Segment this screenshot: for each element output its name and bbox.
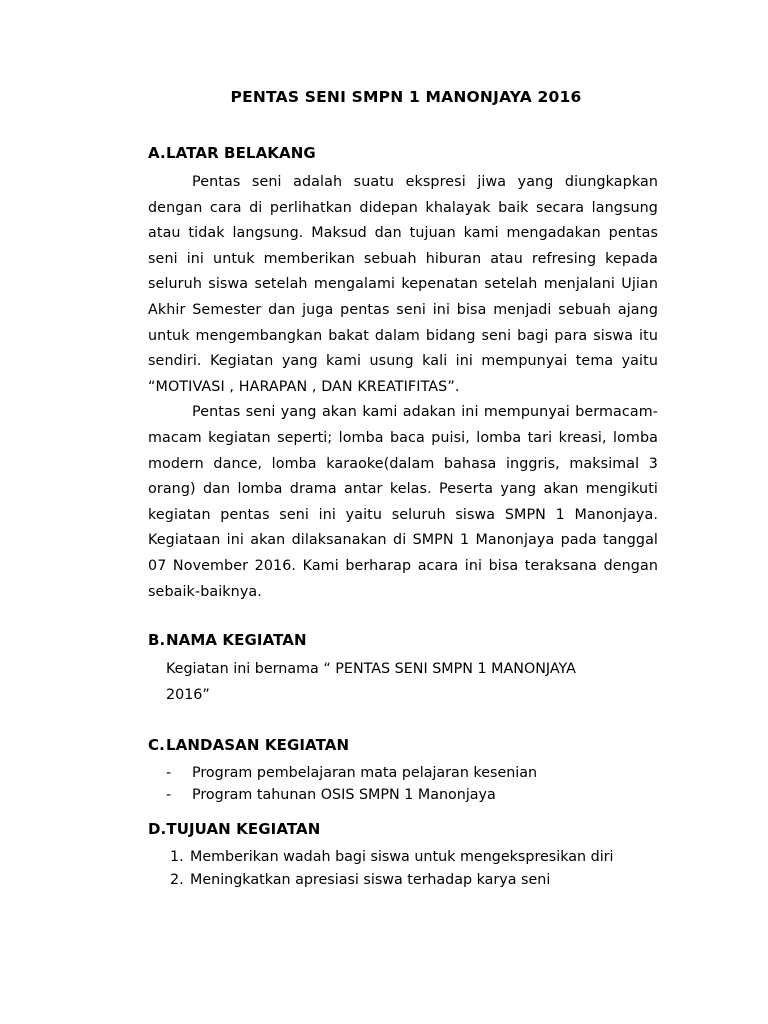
section-heading-a xyxy=(148,144,658,162)
list-item xyxy=(166,784,658,806)
list-marker: - xyxy=(166,765,172,782)
section-title-b: NAMA KEGIATAN xyxy=(166,631,307,650)
list-item xyxy=(170,846,658,869)
list-item-text: Program pembelajaran mata pelajaran kesenian xyxy=(192,765,538,782)
section-letter-d: D. xyxy=(148,820,167,839)
section-nama-kegiatan xyxy=(148,631,658,708)
landasan-list xyxy=(166,762,658,806)
section-letter-c: C. xyxy=(148,736,165,755)
paragraph-a2: Pentas seni yang akan kami adakan ini mempunyai bermacam-macam kegiatan seperti; lomba baca puisi, lomba tari kreasi, lomba modern dance, lomba karaoke(dalam bahasa inggris, maksimal 3 orang) dan lomba drama antar kelas. Peserta yang akan mengikuti kegiatan pentas seni ini yaitu seluruh siswa SMPN 1 Manonjaya. Kegiataan ini akan dilaksanakan di SMPN 1 Manonjaya pada tanggal 07 November 2016. Kami berharap acara ini bisa teraksana dengan sebaik-baiknya. xyxy=(148,404,658,600)
list-marker: 2. xyxy=(170,872,184,889)
tujuan-list xyxy=(170,846,658,892)
list-item-text: Meningkatkan apresiasi siswa terhadap karya seni xyxy=(190,872,551,889)
section-latar-belakang xyxy=(148,144,658,605)
list-marker: - xyxy=(166,787,172,804)
section-heading-d xyxy=(148,820,658,838)
section-landasan-kegiatan xyxy=(148,736,658,806)
list-item xyxy=(170,869,658,892)
list-item-text: Program tahunan OSIS SMPN 1 Manonjaya xyxy=(192,787,496,804)
page-title: PENTAS SENI SMPN 1 MANONJAYA 2016 xyxy=(230,88,582,106)
section-body-b: Kegiatan ini bernama “ PENTAS SENI SMPN 1 MANONJAYA 2016” xyxy=(166,661,576,703)
section-letter-a: A. xyxy=(148,144,166,162)
section-title-c: LANDASAN KEGIATAN xyxy=(166,736,350,755)
section-letter-b: B. xyxy=(148,631,166,650)
list-item xyxy=(166,762,658,784)
section-heading-b xyxy=(148,631,658,649)
section-tujuan-kegiatan xyxy=(148,820,658,892)
list-marker: 1. xyxy=(170,849,184,866)
section-title-a: LATAR BELAKANG xyxy=(166,144,316,162)
list-item-text: Memberikan wadah bagi siswa untuk mengekspresikan diri xyxy=(190,849,614,866)
paragraph-a1: Pentas seni adalah suatu ekspresi jiwa yang diungkapkan dengan cara di perlihatkan didepan khalayak baik secara langsung atau tidak langsung. Maksud dan tujuan kami mengadakan pentas seni ini untuk memberikan sebuah hiburan atau refresing kepada seluruh siswa setelah mengalami kepenatan setelah menjalani Ujian Akhir Semester dan juga pentas seni ini bisa menjadi sebuah ajang untuk mengembangkan bakat dalam bidang seni bagi para siswa itu sendiri. Kegiatan yang kami usung kali ini mempunyai tema yaitu “MOTIVASI , HARAPAN , DAN KREATIFITAS”. xyxy=(148,174,658,395)
section-heading-c xyxy=(148,736,658,754)
section-title-d: TUJUAN KEGIATAN xyxy=(166,820,321,839)
